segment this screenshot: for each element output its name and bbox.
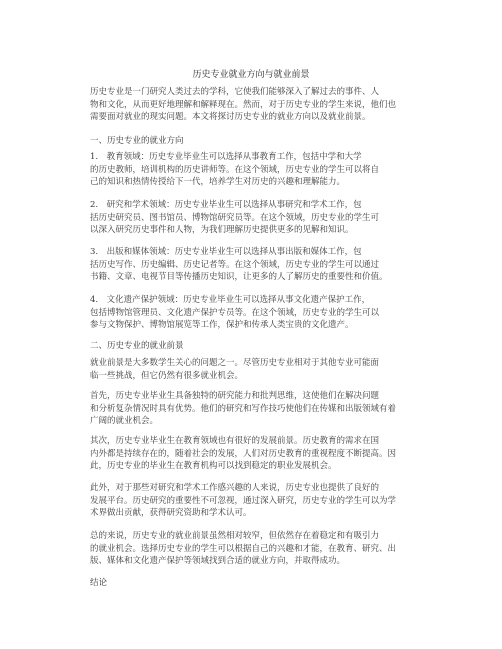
item-3: 3. 出版和媒体领域：历史专业毕业生可以选择从事出版和媒体工作，包 括历史写作、历史编辑、历史记者等。在这个领域，历史专业的学生可以通过 书籍、文章、电视节目等传播历史知识，让更多的人了解历史的重要性和价值。 bbox=[90, 247, 388, 282]
prospects-paragraph-2: 首先，历史专业毕业生具备独特的研究能力和批判思维，这使他们在解决问题 和分析复杂情况时具有优势。他们的研究和写作技巧使他们在传媒和出版领域有着 广阔的就业机会。 bbox=[90, 391, 397, 426]
conclusion-heading: 结论 bbox=[90, 578, 108, 588]
prospects-paragraph-5: 总的来说，历史专业的就业前景虽然相对较窄，但依然存在着稳定和有吸引力 的就业机会。选择历史专业的学生可以根据自己的兴趣和才能，在教育、研究、出 版、媒体和文化遗产保护等领域找到合适的就业方向，并取得成功。 bbox=[90, 531, 397, 566]
item-2: 2. 研究和学术领域：历史专业毕业生可以选择从事研究和学术工作，包 括历史研究员、图书馆员、博物馆研究员等。在这个领域，历史专业的学生可 以深入研究历史事件和人物，为我们理解历史提供更多的见解和知识。 bbox=[90, 200, 380, 235]
document-title: 历史专业就业方向与就业前景 bbox=[192, 70, 310, 80]
item-4: 4. 文化遗产保护领域：历史专业毕业生可以选择从事文化遗产保护工作， 包括博物馆管理员、文化遗产保护专员等。在这个领域，历史专业的学生可以 参与文物保护、博物馆展览等工作，保护和传承人类宝贵的文化遗产。 bbox=[90, 295, 380, 330]
intro-paragraph: 历史专业是一门研究人类过去的学科，它使我们能够深入了解过去的事件、人 物和文化，从而更好地理解和解释现在。然而，对于历史专业的学生来说，他们也 需要面对就业的现实问题。本文将探讨历史专业的就业方向以及就业前景。 bbox=[90, 87, 397, 122]
section-2-heading: 二、历史专业的就业前景 bbox=[90, 341, 184, 351]
prospects-paragraph-3: 其次，历史专业毕业生在教育领域也有很好的发展前景。历史教育的需求在国 内外都是持续存在的，随着社会的发展，人们对历史教育的重视程度不断提高。因 此，历史专业的毕业生在教育机构可以找到稳定的职业发展机会。 bbox=[90, 436, 397, 471]
item-1: 1. 教育领域：历史专业毕业生可以选择从事教育工作，包括中学和大学 的历史教师，培训机构的历史讲师等。在这个领域，历史专业的学生可以将自 己的知识和热情传授给下一代，培养学生对历史的兴趣和理解能力。 bbox=[90, 152, 380, 187]
prospects-paragraph-4: 此外，对于那些对研究和学术工作感兴趣的人来说，历史专业也提供了良好的 发展平台。历史研究的重要性不可忽视，通过深入研究，历史专业的学生可以为学 术界做出贡献，获得研究资助和学术认可。 bbox=[90, 483, 397, 518]
section-1-heading: 一、历史专业的就业方向 bbox=[90, 136, 184, 146]
prospects-paragraph-1: 就业前景是大多数学生关心的问题之一。尽管历史专业相对于其他专业可能面 临一些挑战，但它仍然有很多就业机会。 bbox=[90, 358, 380, 381]
